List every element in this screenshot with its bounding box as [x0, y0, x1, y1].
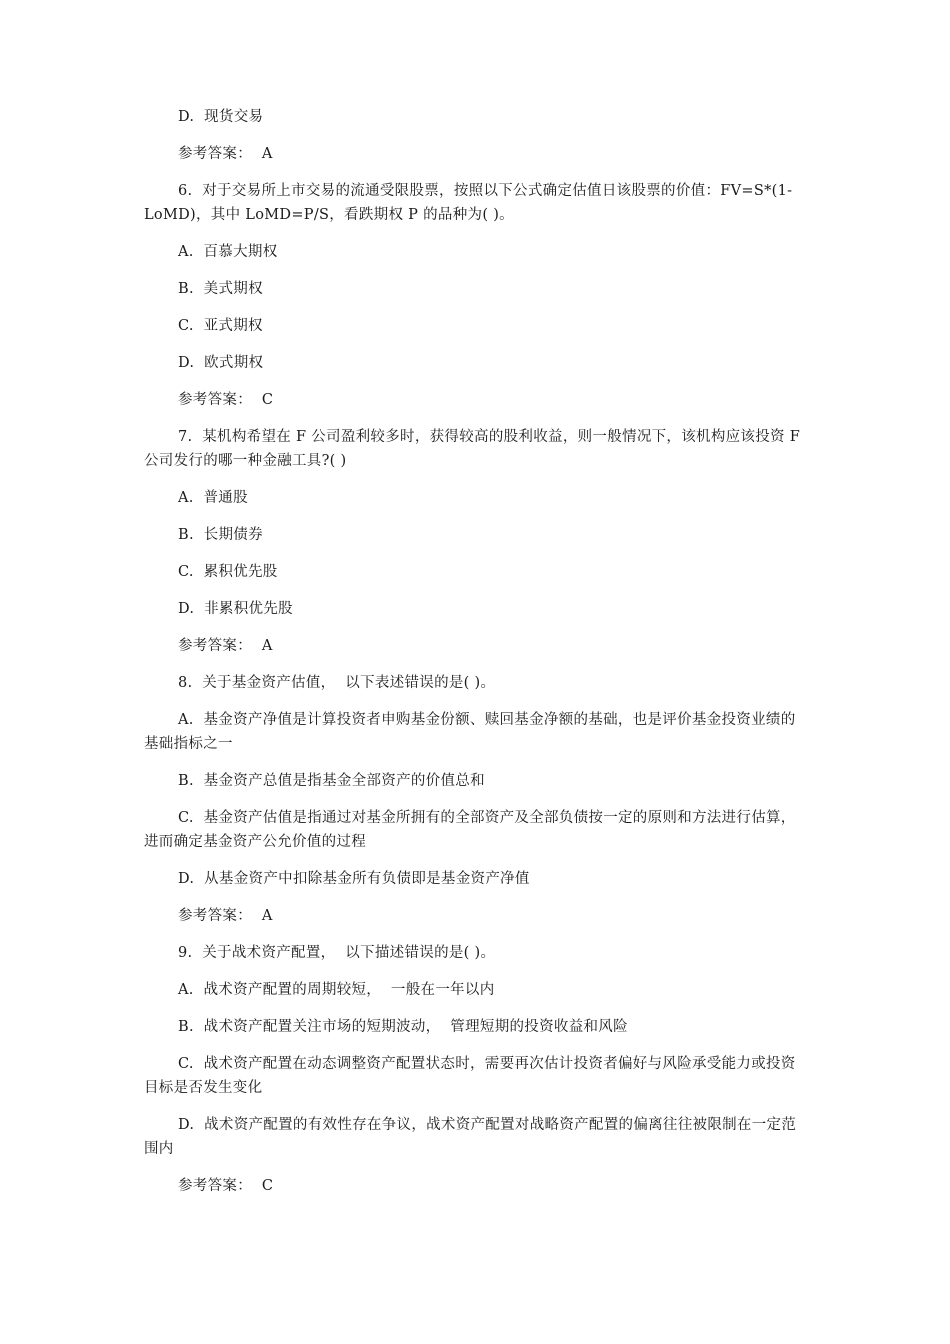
q8-option-d: D. 从基金资产中扣除基金所有负债即是基金资产净值: [178, 871, 530, 887]
q6-option-d: D. 欧式期权: [178, 355, 264, 371]
q6-option-c: C. 亚式期权: [178, 318, 263, 334]
q8-option-b: B. 基金资产总值是指基金全部资产的价值总和: [178, 773, 485, 789]
q9-option-a: A. 战术资产配置的周期较短， 一般在一年以内: [178, 982, 495, 998]
question-6: 6. 对于交易所上市交易的流通受限股票，按照以下公式确定估值日该股票的价值：FV=S*(1-LoMD)，其中 LoMD=P/S，看跌期权 P 的品种为( )。: [144, 183, 793, 223]
answer-q6: 参考答案： C: [178, 392, 274, 408]
q9-option-b: B. 战术资产配置关注市场的短期波动， 管理短期的投资收益和风险: [178, 1019, 628, 1035]
q9-option-c: C. 战术资产配置在动态调整资产配置状态时，需要再次估计投资者偏好与风险承受能力或投资目标是否发生变化: [144, 1056, 796, 1096]
question-7: 7. 某机构希望在 F 公司盈利较多时，获得较高的股利收益，则一般情况下，该机构应该投资 F 公司发行的哪一种金融工具?( ): [144, 429, 806, 469]
q7-option-c: C. 累积优先股: [178, 564, 278, 580]
answer-q9: 参考答案： C: [178, 1178, 274, 1194]
q8-option-c: C. 基金资产估值是指通过对基金所拥有的全部资产及全部负债按一定的原则和方法进行估算， 进而确定基金资产公允价值的过程: [144, 810, 806, 850]
q6-option-a: A. 百慕大期权: [178, 244, 278, 260]
question-8: 8. 关于基金资产估值， 以下表述错误的是( )。: [178, 675, 496, 691]
q7-option-d: D. 非累积优先股: [178, 601, 293, 617]
option-d-spot-trading: D. 现货交易: [178, 109, 264, 125]
q9-option-d: D. 战术资产配置的有效性存在争议，战术资产配置对战略资产配置的偏离往往被限制在一定范围内: [144, 1117, 797, 1157]
document-page: [144, 105, 810, 1198]
answer-q5: 参考答案： A: [178, 146, 273, 162]
question-9: 9. 关于战术资产配置， 以下描述错误的是( )。: [178, 945, 496, 961]
q7-option-a: A. 普通股: [178, 490, 248, 506]
answer-q8: 参考答案： A: [178, 908, 273, 924]
q8-option-a: A. 基金资产净值是计算投资者申购基金份额、赎回基金净额的基础，也是评价基金投资业绩的基础指标之一: [144, 712, 796, 752]
answer-q7: 参考答案： A: [178, 638, 273, 654]
q6-option-b: B. 美式期权: [178, 281, 263, 297]
q7-option-b: B. 长期债券: [178, 527, 263, 543]
